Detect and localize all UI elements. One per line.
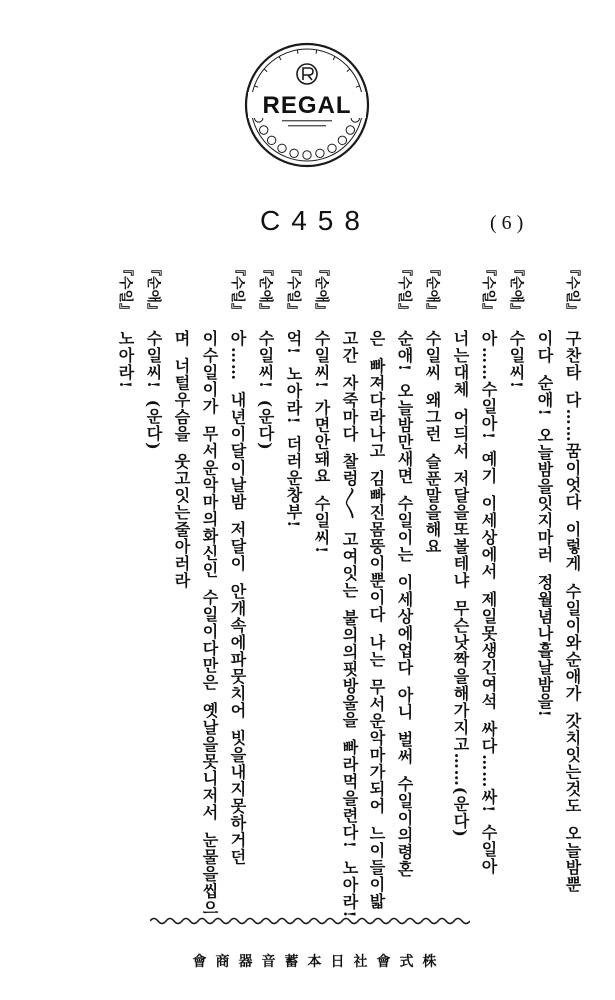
dialogue-text: 고간 자죽마다 찰렁〳〵 고여잇는 불의의핏방울을 빠라먹을련다! 노아라! [340,330,359,919]
logo-scallop [260,126,268,134]
logo-tick [264,69,267,72]
logo-scallop [303,151,311,159]
wavy-divider-line [150,919,470,924]
logo-scallop [290,149,298,157]
dialogue-column [113,262,137,902]
dialogue-text: 수일씨! 가면안돼요 수일씨! [312,330,331,555]
dialogue-column [169,262,193,902]
dialogue-column [448,262,472,902]
logo-tick [356,86,360,87]
dialogue-text: 이다 순애! 오늘밤을잇지마러 정월념나흘날밤을! [535,330,554,718]
logo-brand-text: REGAL [262,92,352,119]
dialogue-column [560,262,584,902]
dialogue-text: 은 빠져다라나고 김빠진몸뚱이뿐이다 나는 무서운악마가되어 느이들이밟 [367,330,386,910]
speaker-label: 『순애』 [313,262,329,318]
logo-tick [316,50,317,54]
dialogue-column [420,262,444,902]
dialogue-text: 수일씨! (운다) [144,330,163,451]
speaker-label: 『수일』 [117,262,133,318]
publisher-footer: 會商器音蓄本日社會式株 [192,954,446,970]
dialogue-column [476,262,500,902]
dialogue-text: 노아라! [116,330,135,390]
dialogue-text: 수일씨! [507,330,526,390]
page-number: (6) [490,212,529,234]
dialogue-text: 순애! 오늘밤만새면 수일이는 이세상에업다 아니 벌써 수일이의령혼 [395,330,414,878]
dialogue-text: 수일씨 왜그런 슬푼말을해요 [423,330,442,556]
logo-emblem-mark [303,68,313,80]
dialogue-column [225,262,249,902]
speaker-label: 『순애』 [145,262,161,318]
logo-fine-print-line [282,120,332,121]
logo-tick [254,86,258,87]
dialogue-column [532,262,556,902]
logo-emblem-icon [297,64,317,84]
logo-scallop [346,126,354,134]
dialogue-text: 이수일이가 무서운악마의화신인 수일이다만은 옛날을못니저서 눈물을씹으 [200,330,219,917]
speaker-label: 『수일』 [229,262,245,318]
dialogue-column [504,262,528,902]
regal-logo [242,40,372,170]
speaker-label: 『수일』 [564,262,580,318]
logo-tick [347,69,350,72]
dialogue-column [197,262,221,917]
dialogue-text: 아…… 내년이달이날밤 저달이 안개속에파뭇치어 빗을내지못하거던 [228,330,247,866]
dialogue-column [309,262,333,902]
logo-scallop [316,149,324,157]
dialogue-text: 너는대체 어듸서 저달을또볼테냐 무슨낫짝을해가지고……(운다) [451,330,470,838]
logo-scallop [338,136,346,144]
dialogue-text: 구찬타 다……꿈이엇다 이렇게 수일이와순애가 갓치잇는것도 오늘밤뿐 [563,330,582,893]
speaker-label: 『순애』 [508,262,524,318]
speaker-label: 『수일』 [285,262,301,318]
dialogue-column [392,262,416,902]
logo-scallop [278,144,286,152]
speaker-label: 『순애』 [424,262,440,318]
speaker-label: 『순애』 [257,262,273,318]
dialogue-column [337,262,361,919]
logo-tick [279,57,281,60]
dialogue-text: 수일씨! (운다) [256,330,275,451]
dialogue-column [281,262,305,902]
dialogue-text: 억! 노아라! 더러운창부! [284,330,303,529]
logo-scallop [267,136,275,144]
speaker-label: 『수일』 [480,262,496,318]
dialogue-column [141,262,165,902]
logo-fine-print-line [288,125,326,126]
logo-scallop [328,144,336,152]
wavy-divider [150,914,470,928]
dialogue-text: 아……수일아! 예기 이세상에서 제일못생긴여석 싸다……싸! 수일아 [479,330,498,875]
logo-tick [297,50,298,54]
dialogue-column [364,262,388,910]
catalog-number: C458 [260,205,371,236]
logo-tick [333,57,335,60]
dialogue-column [253,262,277,902]
dialogue-text: 며 너털우슴을 웃고잇는줄아러라 [172,330,191,590]
speaker-label: 『수일』 [396,262,412,318]
